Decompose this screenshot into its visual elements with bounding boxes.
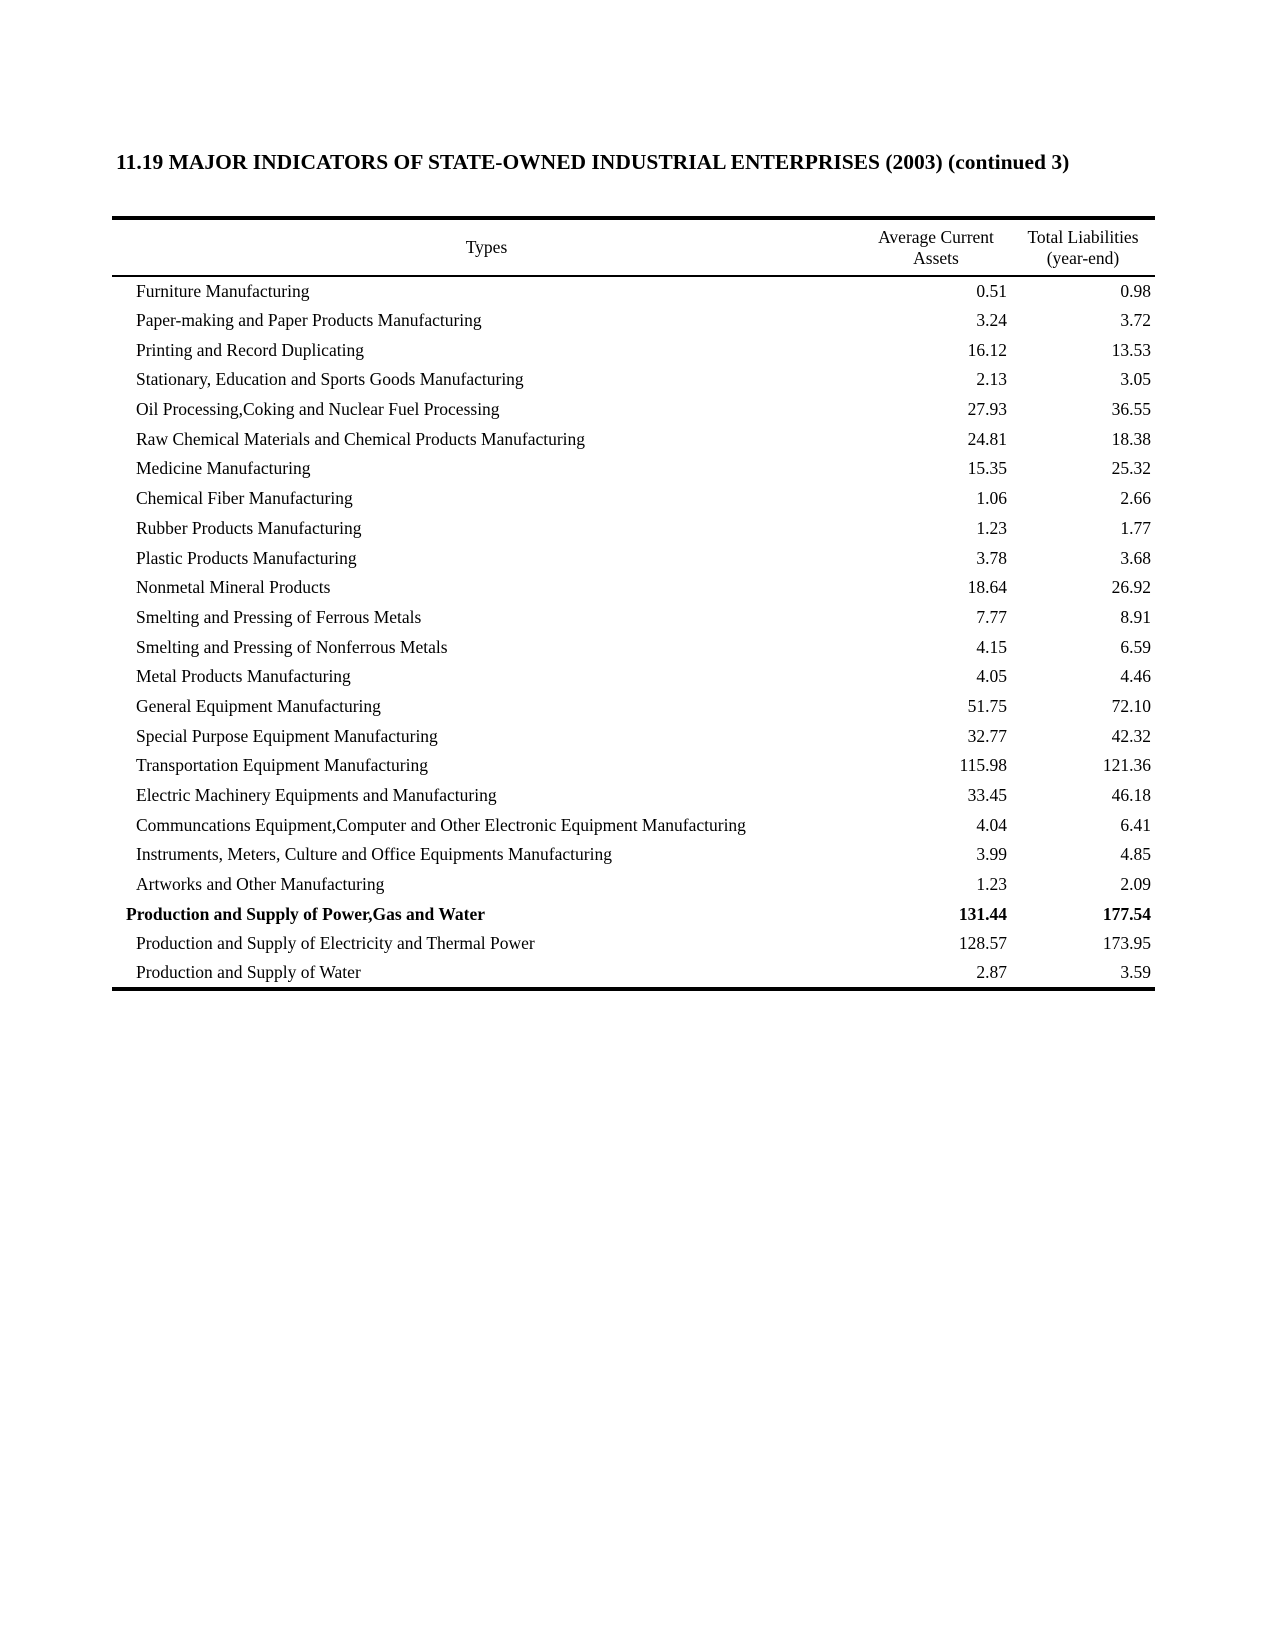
row-average-current-assets: 1.06	[976, 488, 1007, 509]
row-type-name: Chemical Fiber Manufacturing	[136, 488, 353, 509]
table-row	[112, 692, 1155, 722]
row-average-current-assets: 128.57	[958, 933, 1007, 954]
row-total-liabilities: 25.32	[1111, 458, 1151, 479]
table-row	[112, 573, 1155, 603]
row-average-current-assets: 3.99	[976, 844, 1007, 865]
table-body	[112, 276, 1155, 989]
row-total-liabilities: 13.53	[1111, 339, 1151, 360]
row-average-current-assets: 0.51	[976, 280, 1007, 301]
row-average-current-assets: 115.98	[959, 755, 1007, 776]
table-row	[112, 276, 1155, 306]
row-type-name: Artworks and Other Manufacturing	[136, 874, 385, 895]
row-average-current-assets: 27.93	[967, 399, 1007, 420]
table-row	[112, 899, 1155, 929]
row-average-current-assets: 33.45	[967, 785, 1007, 806]
row-total-liabilities: 4.85	[1120, 844, 1151, 865]
row-type-name: Production and Supply of Electricity and Thermal Power	[136, 933, 535, 954]
row-type-name: Electric Machinery Equipments and Manufacturing	[136, 785, 497, 806]
header-liabilities-line2: (year-end)	[1046, 247, 1120, 268]
table-row	[112, 721, 1155, 751]
row-type-name: Transportation Equipment Manufacturing	[136, 755, 428, 776]
table-row	[112, 603, 1155, 633]
row-type-name: Raw Chemical Materials and Chemical Products Manufacturing	[136, 428, 586, 449]
row-type-name: Smelting and Pressing of Nonferrous Metals	[136, 636, 448, 657]
header-average-current-assets	[861, 218, 1011, 276]
row-type-name: Special Purpose Equipment Manufacturing	[136, 725, 438, 746]
table-row	[112, 632, 1155, 662]
table-header-row	[112, 218, 1155, 276]
table-row	[112, 810, 1155, 840]
table-row	[112, 484, 1155, 514]
row-type-name: Plastic Products Manufacturing	[136, 547, 357, 568]
row-type-name: General Equipment Manufacturing	[136, 695, 381, 716]
table-row	[112, 840, 1155, 870]
row-average-current-assets: 32.77	[967, 725, 1007, 746]
row-total-liabilities: 2.09	[1120, 874, 1151, 895]
row-average-current-assets: 4.05	[976, 666, 1007, 687]
table-row	[112, 514, 1155, 544]
row-type-name: Instruments, Meters, Culture and Office Equipments Manufacturing	[136, 844, 612, 865]
row-average-current-assets: 3.78	[976, 547, 1007, 568]
row-average-current-assets: 51.75	[967, 695, 1007, 716]
header-total-liabilities	[1011, 218, 1155, 276]
row-average-current-assets: 3.24	[976, 310, 1007, 331]
table-row	[112, 306, 1155, 336]
row-total-liabilities: 3.59	[1011, 959, 1155, 989]
header-assets-line1: Average Current	[878, 226, 994, 247]
row-type-name: Smelting and Pressing of Ferrous Metals	[136, 606, 422, 627]
row-total-liabilities: 42.32	[1111, 725, 1151, 746]
row-total-liabilities: 121.36	[1102, 755, 1151, 776]
row-average-current-assets: 4.15	[976, 636, 1007, 657]
row-total-liabilities: 3.72	[1120, 310, 1151, 331]
row-average-current-assets: 18.64	[967, 577, 1007, 598]
row-average-current-assets: 24.81	[967, 428, 1007, 449]
row-total-liabilities: 6.59	[1120, 636, 1151, 657]
row-type-name: Paper-making and Paper Products Manufacturing	[136, 310, 482, 331]
row-total-liabilities: 177.54	[1102, 903, 1151, 924]
row-total-liabilities: 6.41	[1120, 814, 1151, 835]
row-type-name: Furniture Manufacturing	[136, 280, 310, 301]
row-total-liabilities: 3.68	[1120, 547, 1151, 568]
row-total-liabilities: 8.91	[1120, 606, 1151, 627]
row-type-name: Metal Products Manufacturing	[136, 666, 351, 687]
page-title: 11.19 MAJOR INDICATORS OF STATE-OWNED INDUSTRIAL ENTERPRISES (2003) (continued 3)	[116, 150, 1070, 174]
table-row	[112, 959, 1155, 989]
row-total-liabilities: 0.98	[1120, 280, 1151, 301]
header-types: Types	[112, 218, 861, 276]
table-row	[112, 662, 1155, 692]
row-type-name: Communcations Equipment,Computer and Other Electronic Equipment Manufacturing	[136, 814, 746, 835]
row-average-current-assets: 1.23	[976, 874, 1007, 895]
table-row	[112, 543, 1155, 573]
table-row	[112, 335, 1155, 365]
table-row	[112, 424, 1155, 454]
row-type-name: Stationary, Education and Sports Goods Manufacturing	[136, 369, 524, 390]
table-row	[112, 365, 1155, 395]
indicators-table	[112, 216, 1155, 991]
table-row	[112, 751, 1155, 781]
row-type-name: Rubber Products Manufacturing	[136, 517, 362, 538]
row-total-liabilities: 36.55	[1111, 399, 1151, 420]
row-type-name: Oil Processing,Coking and Nuclear Fuel Processing	[136, 399, 500, 420]
row-average-current-assets: 2.87	[861, 959, 1011, 989]
row-average-current-assets: 2.13	[976, 369, 1007, 390]
row-type-name: Printing and Record Duplicating	[136, 339, 364, 360]
row-total-liabilities: 26.92	[1111, 577, 1151, 598]
row-average-current-assets: 15.35	[967, 458, 1007, 479]
row-average-current-assets: 7.77	[976, 606, 1007, 627]
row-total-liabilities: 4.46	[1120, 666, 1151, 687]
table-row	[112, 395, 1155, 425]
row-average-current-assets: 1.23	[976, 517, 1007, 538]
row-average-current-assets: 16.12	[967, 339, 1007, 360]
row-average-current-assets: 131.44	[958, 903, 1007, 924]
table-row	[112, 929, 1155, 959]
row-total-liabilities: 18.38	[1111, 428, 1151, 449]
row-total-liabilities: 2.66	[1120, 488, 1151, 509]
header-assets-line2: Assets	[913, 247, 959, 268]
row-total-liabilities: 173.95	[1102, 933, 1151, 954]
row-type-name: Medicine Manufacturing	[136, 458, 311, 479]
row-type-name: Production and Supply of Water	[112, 959, 861, 989]
table-row	[112, 870, 1155, 900]
row-type-name: Production and Supply of Power,Gas and Water	[126, 903, 485, 924]
row-total-liabilities: 1.77	[1120, 517, 1151, 538]
row-type-name: Nonmetal Mineral Products	[136, 577, 331, 598]
table-row	[112, 454, 1155, 484]
row-average-current-assets: 4.04	[976, 814, 1007, 835]
row-total-liabilities: 46.18	[1111, 785, 1151, 806]
header-liabilities-line1: Total Liabilities	[1027, 226, 1139, 247]
row-total-liabilities: 3.05	[1120, 369, 1151, 390]
table-row	[112, 781, 1155, 811]
row-total-liabilities: 72.10	[1111, 695, 1151, 716]
